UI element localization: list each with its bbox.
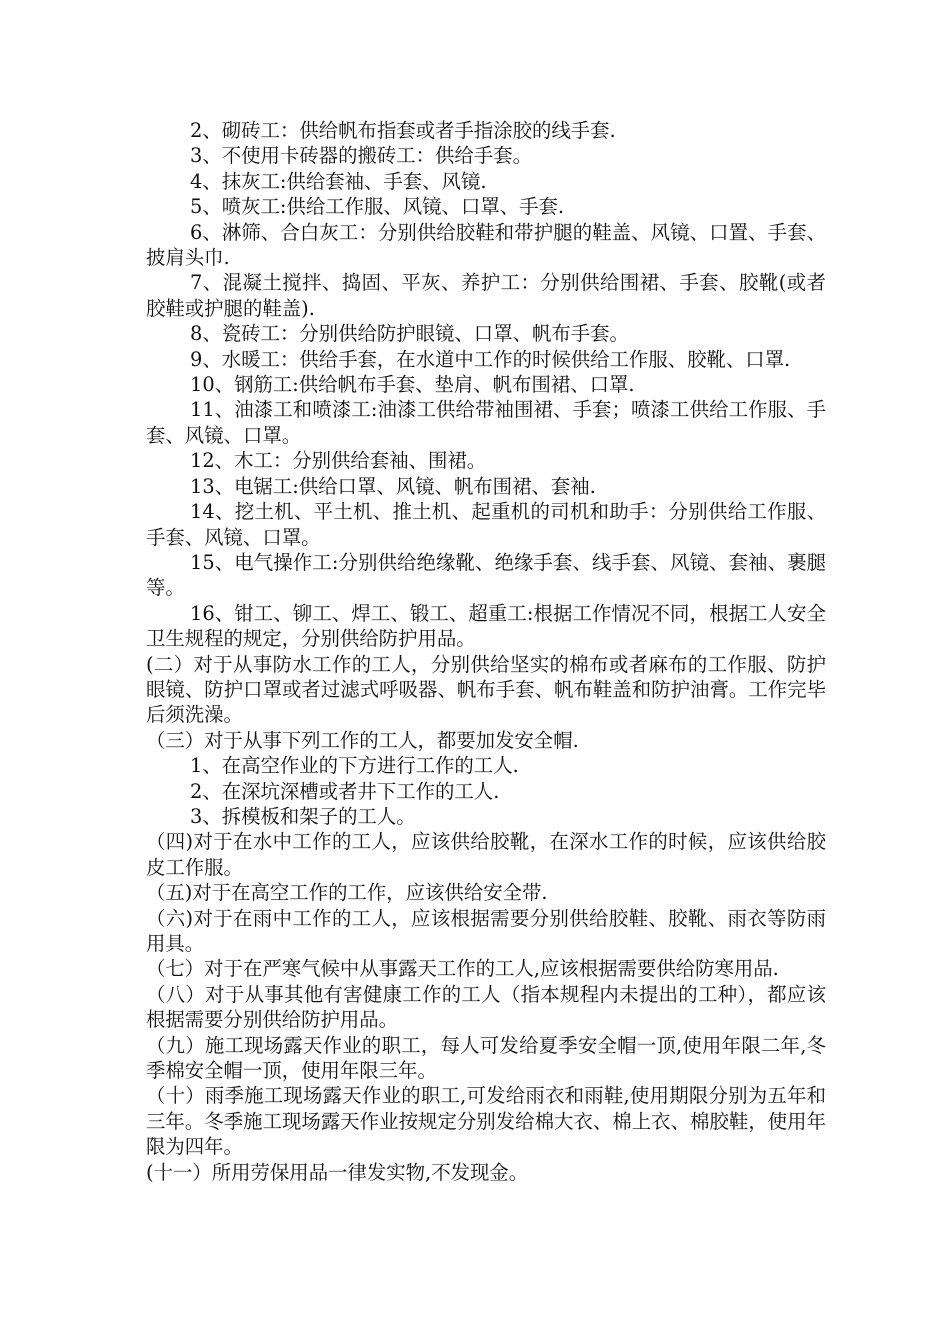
paragraph-item-2: 2、砌砖工：供给帆布指套或者手指涂胶的线手套. [190,119,616,142]
paragraph-item-13: 13、电锯工:供给口罩、风镜、帆布围裙、套袖. [190,474,596,498]
paragraph-section-9: （九）施工现场露天作业的职工，每人可发给夏季安全帽一顶,使用年限二年,冬季棉安全帽一顶，使用年限三年。 [146,1033,826,1083]
paragraph-item-4: 4、抹灰工:供给套袖、手套、风镜. [190,169,487,193]
paragraph-section-4: （四)对于在水中工作的工人，应该供给胶靴，在深水工作的时候，应该供给胶皮工作服。 [146,830,826,879]
paragraph-item-6: 6、淋筛、合白灰工：分别供给胶鞋和带护腿的鞋盖、风镜、口置、手套、披肩头巾. [146,220,826,270]
paragraph-section-6: （六)对于在雨中工作的工人，应该根据需要分别供给胶鞋、胶靴、雨衣等防雨用具。 [146,906,826,955]
paragraph-item-11: 11、油漆工和喷漆工:油漆工供给带袖围裙、手套；喷漆工供给工作服、手套、风镜、口罩。 [146,398,826,447]
paragraph-section-7: （七）对于在严寒气候中从事露天工作的工人,应该根据需要供给防寒用品. [146,957,779,981]
paragraph-subitem-1: 1、在高空作业的下方进行工作的工人. [190,754,519,778]
paragraph-item-14: 14、挖土机、平土机、推土机、起重机的司机和助手：分别供给工作服、手套、风镜、口罩。 [146,500,826,549]
paragraph-item-10: 10、钢筋工:供给帆布手套、垫肩、帆布围裙、口罩. [190,373,635,397]
paragraph-item-9: 9、水暖工：供给手套，在水道中工作的时候供给工作服、胶靴、口罩. [190,347,791,371]
paragraph-section-5: （五)对于在高空工作的工作，应该供给安全带. [146,881,548,905]
paragraph-item-8: 8、瓷砖工：分别供给防护眼镜、口罩、帆布手套。 [190,322,629,346]
paragraph-item-5: 5、喷灰工:供给工作服、风镜、口罩、手套. [190,195,565,219]
paragraph-section-2: (二）对于从事防水工作的工人，分别供给坚实的棉布或者麻布的工作服、防护眼镜、防护口罩或者过滤式呼吸器、帆布手套、帆布鞋盖和防护油膏。工作完毕后须洗澡。 [146,652,826,727]
paragraph-section-3: （三）对于从事下列工作的工人，都要加发安全帽. [146,728,579,752]
paragraph-item-16: 16、钳工、铆工、焊工、锻工、超重工:根据工作情况不同，根据工人安全卫生规程的规定，分别供给防护用品。 [146,601,826,651]
paragraph-subitem-3: 3、拆模板和架子的工人。 [190,804,416,828]
paragraph-item-12: 12、木工：分别供给套袖、围裙。 [190,449,487,473]
paragraph-section-11: (十一）所用劳保用品一律发实物,不发现金。 [146,1160,529,1184]
paragraph-section-8: （八）对于从事其他有害健康工作的工人（指本规程内未提出的工种），都应该根据需要分别供给防护用品。 [146,982,826,1032]
document-page [146,118,826,1185]
paragraph-item-3: 3、不使用卡砖器的搬砖工：供给手套。 [190,144,532,168]
paragraph-item-15: 15、电气操作工:分别供给绝缘靴、绝缘手套、线手套、风镜、套袖、裹腿等。 [146,550,826,600]
paragraph-item-7: 7、混凝土搅拌、捣固、平灰、养护工：分别供给围裙、手套、胶靴(或者胶鞋或护腿的鞋盖). [146,271,826,320]
paragraph-subitem-2: 2、在深坑深槽或者井下工作的工人. [190,779,500,803]
paragraph-section-10: （十）雨季施工现场露天作业的职工,可发给雨衣和雨鞋,使用期限分别为五年和三年。冬季施工现场露天作业按规定分别发给棉大衣、棉上衣、棉胶鞋，使用年限为四年。 [146,1084,826,1159]
